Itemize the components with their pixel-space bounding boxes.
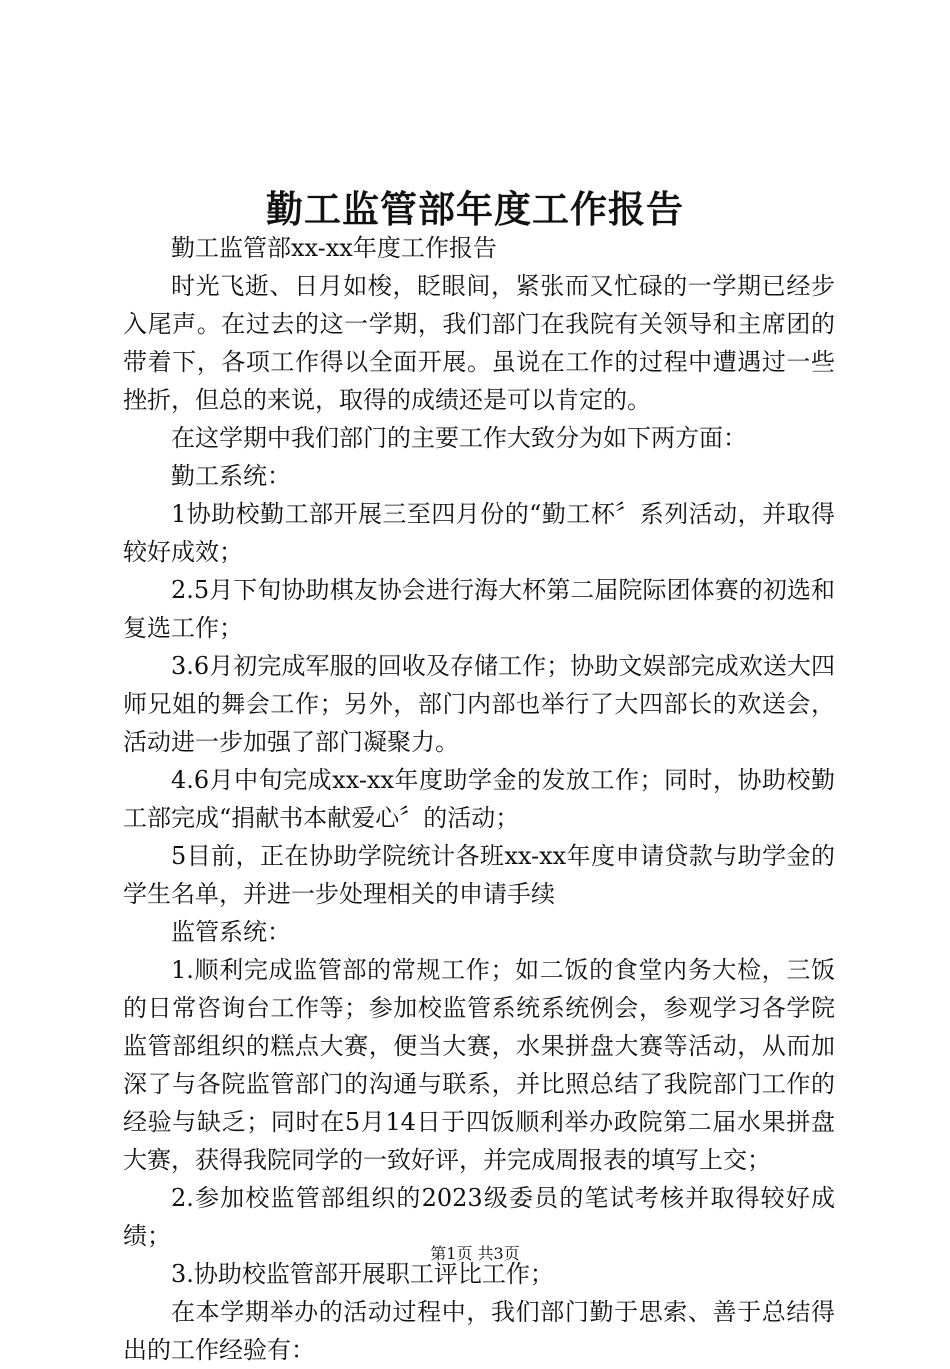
list-item: 3.6月初完成军服的回收及存储工作；协助文娱部完成欢送大四师兄姐的舞会工作；另外，部门内部也举行了大四部长的欢送会，活动进一步加强了部门凝聚力。 xyxy=(123,652,835,756)
section-heading-qingong: 勤工系统： xyxy=(171,462,291,490)
document-body xyxy=(123,229,835,1369)
paragraph-overview: 在这学期中我们部门的主要工作大致分为如下两方面： xyxy=(171,424,747,452)
paragraph-subtitle: 勤工监管部xx-xx年度工作报告 xyxy=(171,234,497,262)
list-item: 4.6月中旬完成xx-xx年度助学金的发放工作；同时，协助校勤工部完成“捐献书本献爱心〞的活动； xyxy=(123,766,835,832)
list-item: 1.顺利完成监管部的常规工作；如二饭的食堂内务大检，三饭的日常咨询台工作等；参加校监管系统系统例会，参观学习各学院监管部组织的糕点大赛，便当大赛，水果拼盘大赛等活动，从而加深了与各院监管部门的沟通与联系，并比照总结了我院部门工作的经验与缺乏；同时在5月14日于四饭顺利举办政院第二届水果拼盘大赛，获得我院同学的一致好评，并完成周报表的填写上交； xyxy=(123,956,835,1174)
paragraph-intro: 时光飞逝、日月如梭，眨眼间，紧张而又忙碌的一学期已经步入尾声。在过去的这一学期，我们部门在我院有关领导和主席团的带着下，各项工作得以全面开展。虽说在工作的过程中遭遇过一些挫折，但总的来说，取得的成绩还是可以肯定的。 xyxy=(123,272,835,414)
list-item: 2.参加校监管部组织的2023级委员的笔试考核并取得较好成绩； xyxy=(123,1184,835,1250)
list-item: 5目前，正在协助学院统计各班xx-xx年度申请贷款与助学金的学生名单，并进一步处理相关的申请手续 xyxy=(123,842,835,908)
paragraph-experience: 在本学期举办的活动过程中，我们部门勤于思索、善于总结得出的工作经验有： xyxy=(123,1298,835,1364)
list-item: 2.5月下旬协助棋友协会进行海大杯第二届院际团体赛的初选和复选工作； xyxy=(123,576,835,642)
list-item: 3.协助校监管部开展职工评比工作； xyxy=(171,1260,554,1288)
list-item: 1协助校勤工部开展三至四月份的“勤工杯〞系列活动，并取得较好成效； xyxy=(123,500,835,566)
page-footer: 第1页 共3页 xyxy=(430,1244,520,1263)
section-heading-jianguan: 监管系统： xyxy=(171,918,291,946)
document-title: 勤工监管部年度工作报告 xyxy=(266,187,684,231)
